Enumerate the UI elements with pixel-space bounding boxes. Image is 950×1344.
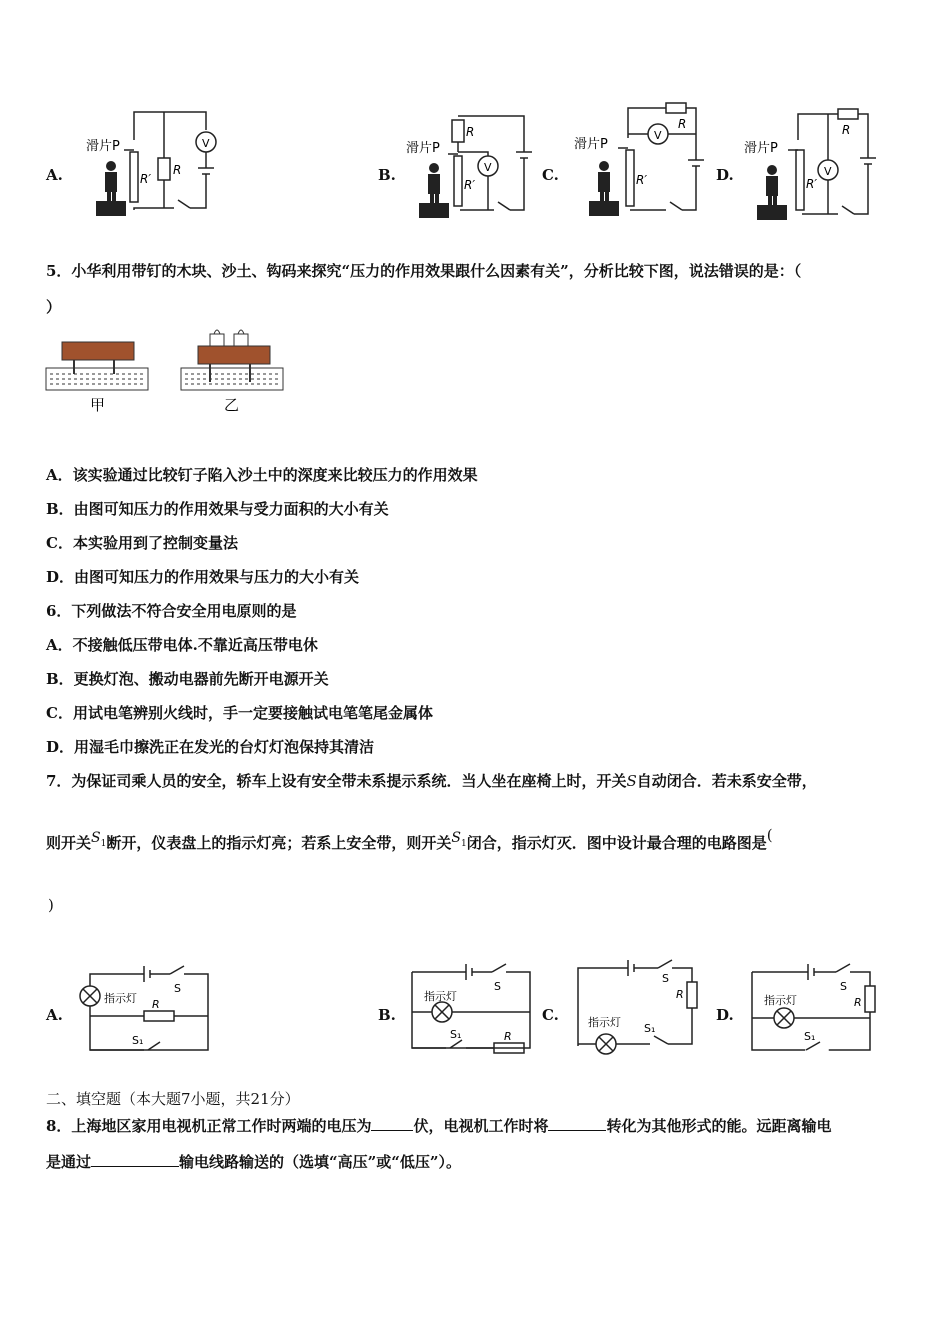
q6-choice-a: A．不接触低压带电体.不靠近高压带电休 <box>46 636 318 654</box>
q7-option-a-label: A. <box>46 1006 63 1024</box>
q4-circuit-d <box>744 100 884 222</box>
q4-a-resistor-r: R <box>173 163 182 177</box>
q8-blank-voltage[interactable] <box>371 1116 413 1131</box>
q7-circuit-b <box>406 960 536 1054</box>
q5-choice-c: C．本实验用到了控制变量法 <box>46 534 238 552</box>
q7-b-resistor: R <box>504 1030 512 1043</box>
q5-choice-b: B．由图可知压力的作用效果与受力面积的大小有关 <box>46 500 389 518</box>
q4-c-resistor-r: R <box>678 117 687 131</box>
q6-choice-c: C．用试电笔辨别火线时，手一定要接触试电笔笔尾金属体 <box>46 704 433 722</box>
q4-a-voltmeter: V <box>202 137 210 150</box>
q4-b-slider-label: 滑片P <box>406 141 440 156</box>
q7-option-d-label: D. <box>716 1006 734 1024</box>
q4-b-resistor-rprime: R′ <box>464 178 476 192</box>
q6-choice-d: D．用湿毛巾擦洗正在发光的台灯灯泡保持其清洁 <box>46 738 375 756</box>
q5-label-jia: 甲 <box>90 396 106 414</box>
q8-line1: 8．上海地区家用电视机正常工作时两端的电压为 伏，电视机工作时将 转化为其他形式的能。远距离输电 <box>46 1117 832 1135</box>
q4-option-a-label: A. <box>46 166 63 184</box>
q7-a-resistor: R <box>152 998 160 1011</box>
q5-choice-d: D．由图可知压力的作用效果与压力的大小有关 <box>46 568 360 586</box>
q4-a-slider-label: 滑片P <box>86 139 120 154</box>
q4-option-b-label: B. <box>378 166 396 184</box>
q7-c-switch-s1: S₁ <box>644 1022 656 1035</box>
q7-c-lamp-label: 指示灯 <box>588 1016 621 1029</box>
q7-d-lamp-label: 指示灯 <box>764 994 797 1007</box>
q7-b-switch-s1: S₁ <box>450 1028 462 1041</box>
q5-label-yi: 乙 <box>224 396 240 414</box>
q6-stem: 6．下列做法不符合安全用电原则的是 <box>46 602 297 620</box>
q5-stem-end: ） <box>46 298 62 316</box>
q8-line2: 是通过 输电线路输送的（选填“高压”或“低压”）。 <box>46 1153 462 1171</box>
q4-c-slider-label: 滑片P <box>574 137 608 152</box>
q4-d-voltmeter: V <box>824 165 832 178</box>
q7-stem-line1: 7．为保证司乘人员的安全，轿车上设有安全带未系提示系统．当人坐在座椅上时，开关S自动闭合．若未系安全带， <box>46 772 817 790</box>
q4-b-resistor-r: R <box>466 125 475 139</box>
q7-c-resistor: R <box>676 988 684 1001</box>
q8-blank-energy[interactable] <box>548 1116 606 1131</box>
q7-a-switch-s1: S₁ <box>132 1034 144 1047</box>
q7-option-c-label: C. <box>542 1006 559 1024</box>
q8-blank-transmission[interactable] <box>91 1152 179 1167</box>
q7-c-switch-s: S <box>662 972 669 985</box>
section2-heading: 二、填空题（本大题7小题，共21分） <box>46 1090 300 1108</box>
q5-stem: 5．小华利用带钉的木块、沙土、钩码来探究“压力的作用效果跟什么因素有关”，分析比较下图，说法错误的是：（ <box>46 262 802 280</box>
q7-circuit-c <box>572 956 706 1056</box>
q7-d-switch-s: S <box>840 980 847 993</box>
q7-close-paren: ) <box>48 896 54 914</box>
q4-option-c-label: C. <box>542 166 559 184</box>
q4-b-voltmeter: V <box>484 161 492 174</box>
q5-figure <box>44 322 294 418</box>
q7-b-switch-s: S <box>494 980 501 993</box>
q7-a-lamp-label: 指示灯 <box>104 992 137 1005</box>
q4-circuit-c <box>574 98 714 222</box>
q6-choice-b: B．更换灯泡、搬动电器前先断开电源开关 <box>46 670 329 688</box>
q7-b-lamp-label: 指示灯 <box>424 990 457 1003</box>
q7-d-switch-s1: S₁ <box>804 1030 816 1043</box>
q4-c-voltmeter: V <box>654 129 662 142</box>
q7-a-switch-s: S <box>174 982 181 995</box>
q4-c-resistor-rprime: R′ <box>636 173 648 187</box>
q4-circuit-a <box>78 100 228 222</box>
q4-d-slider-label: 滑片P <box>744 141 778 156</box>
q7-stem-line2: 则开关$S_1$断开，仪表盘上的指示灯亮；若系上安全带，则开关$S_1$闭合，指示灯灭．图中设计最合理的电路图是( <box>46 826 773 852</box>
q7-circuit-d <box>746 960 880 1056</box>
q4-option-d-label: D. <box>716 166 734 184</box>
q7-d-resistor: R <box>854 996 862 1009</box>
q4-circuit-b <box>404 100 544 222</box>
q4-d-resistor-rprime: R′ <box>806 177 818 191</box>
q7-option-b-label: B. <box>378 1006 396 1024</box>
q5-choice-a: A．该实验通过比较钉子陷入沙土中的深度来比较压力的作用效果 <box>46 466 478 484</box>
q4-a-resistor-rprime: R′ <box>140 172 152 186</box>
q7-circuit-a <box>74 960 214 1056</box>
q4-d-resistor-r: R <box>842 123 851 137</box>
